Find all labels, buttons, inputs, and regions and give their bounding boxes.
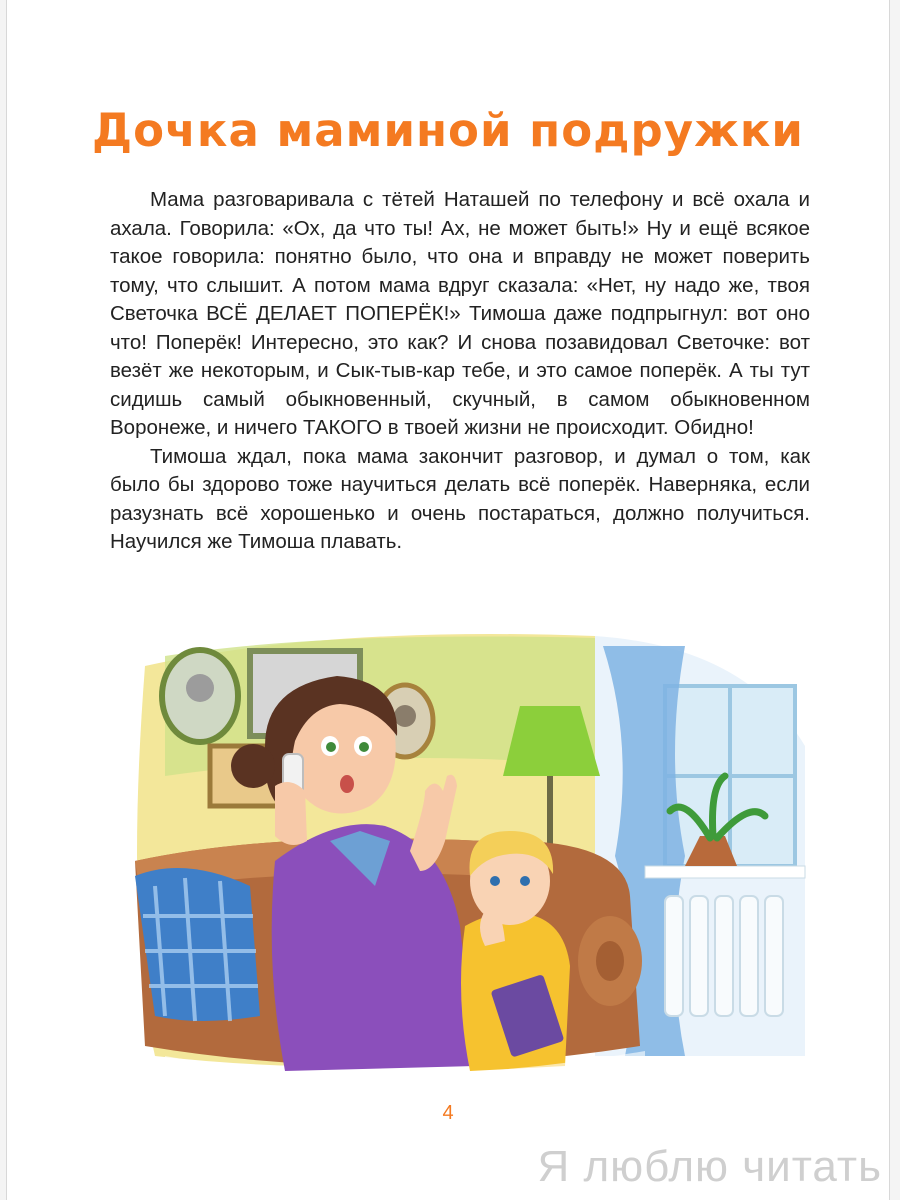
book-page	[6, 0, 890, 1200]
chapter-title: Дочка маминой подружки	[92, 104, 804, 157]
paragraph: Мама разговаривала с тётей Наташей по телефону и всё охала и ахала. Говорила: «Ох, да что ты! Ах, не может быть!» Ну и ещё всякое такое говорила: понятно было, что она и вправду не может поверить тому, что слышит. А потом мама вдруг сказала: «Нет, ну надо же, твоя Светочка ВСЁ ДЕЛАЕТ ПОПЕРЁК!» Тимоша даже подпрыгнул: вот оно что! Поперёк! Интересно, это как? И снова позавидовал Светочке: вот везёт же некоторым, и Сык-тыв-кар тебе, и это самое поперёк. А ты тут сидишь самый обыкновенный, скучный, в самом обыкновенном Воронеже, и ничего ТАКОГО в твоей жизни не происходит. Обидно!	[110, 188, 810, 439]
paragraph: Тимоша ждал, пока мама закончит разговор, и думал о том, как было бы здорово тоже научиться делать всё поперёк. Наверняка, если разузнать всё хорошенько и очень постараться, должно получиться. Научился же Тимоша плавать.	[110, 444, 810, 553]
page-number: 4	[442, 1102, 454, 1124]
watermark: Я люблю читать	[537, 1142, 882, 1191]
story-text	[110, 186, 810, 557]
story-illustration	[125, 626, 815, 1086]
